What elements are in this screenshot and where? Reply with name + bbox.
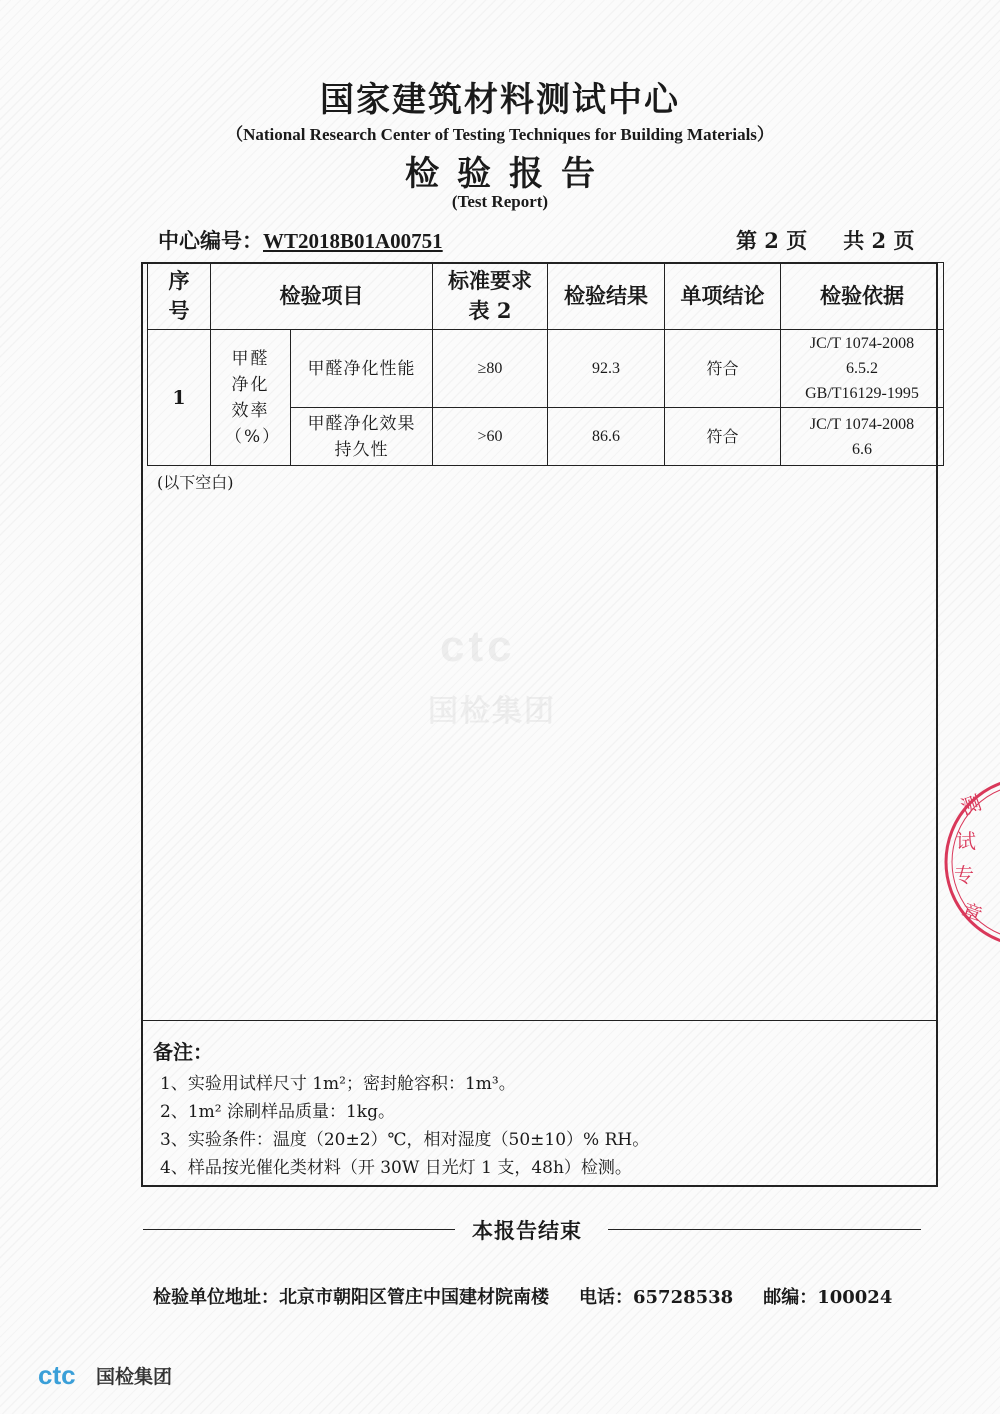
end-divider-left <box>143 1229 455 1230</box>
svg-text:专: 专 <box>954 863 974 887</box>
header-basis: 检验依据 <box>781 263 944 330</box>
row-seq: 1 <box>148 330 211 466</box>
header-result: 检验结果 <box>548 263 665 330</box>
svg-text:章: 章 <box>958 898 986 928</box>
header-seq: 序号 <box>148 263 211 330</box>
row-standard: >60 <box>433 408 548 466</box>
end-of-report: 本报告结束 <box>472 1218 582 1243</box>
note-item: 2、1m² 涂刷样品质量：1kg。 <box>160 1102 395 1122</box>
footer-contact <box>153 1283 892 1309</box>
row-basis <box>781 408 944 466</box>
basis-line: 6.5.2 <box>846 360 878 377</box>
report-title-en: (Test Report) <box>451 192 549 211</box>
note-item: 3、实验条件：温度（20±2）℃，相对湿度（50±10）% RH。 <box>160 1130 650 1150</box>
note-item: 4、样品按光催化类材料（开 30W 日光灯 1 支，48h）检测。 <box>160 1158 632 1178</box>
table-header-row <box>148 263 944 330</box>
report-number-value: WT2018B01A00751 <box>263 229 443 253</box>
basis-line: 6.6 <box>852 440 872 458</box>
official-seal-icon <box>938 770 1000 950</box>
footer-postcode: 邮编：100024 <box>763 1287 893 1308</box>
brand-name: 国检集团 <box>96 1366 173 1388</box>
organization-name-en: （National Research Center of Testing Techniques for Building Materials） <box>226 125 774 144</box>
row-basis <box>781 330 944 408</box>
table-row <box>148 330 944 408</box>
brand-logo-text: ctc <box>38 1360 76 1390</box>
ctc-logo-icon <box>38 1360 94 1390</box>
row-category: 甲醛净化效率（%） <box>211 330 291 466</box>
notes-title: 备注： <box>153 1040 213 1064</box>
report-title-cn: 检验报告 <box>405 154 613 194</box>
note-item: 1、实验用试样尺寸 1m²；密封舱容积：1m³。 <box>160 1074 516 1094</box>
blank-below-note: (以下空白) <box>157 473 234 492</box>
svg-text:试: 试 <box>956 829 976 853</box>
row-item: 甲醛净化性能 <box>291 330 433 408</box>
row-item: 甲醛净化效果持久性 <box>291 408 433 466</box>
watermark-text: 国检集团 <box>428 694 556 729</box>
page-info <box>736 225 914 255</box>
footer-address: 检验单位地址：北京市朝阳区管庄中国建材院南楼 <box>153 1287 549 1308</box>
svg-text:测: 测 <box>957 790 985 820</box>
end-divider-right <box>608 1229 921 1230</box>
report-number <box>158 225 443 255</box>
page-total: 共 2 页 <box>843 228 915 253</box>
header-standard: 标准要求表 2 <box>433 263 548 330</box>
footer-phone: 电话：65728538 <box>579 1287 734 1308</box>
notes-list <box>160 1070 649 1182</box>
page-current: 第 2 页 <box>736 228 808 253</box>
row-result: 92.3 <box>548 330 665 408</box>
row-conclusion: 符合 <box>665 408 781 466</box>
watermark-logo: ctc <box>440 622 516 671</box>
test-results-table <box>147 262 944 466</box>
notes-divider <box>141 1020 938 1021</box>
row-standard: ≥80 <box>433 330 548 408</box>
basis-line: JC/T 1074-2008 <box>809 415 915 433</box>
basis-line: JC/T 1074-2008 <box>809 335 915 352</box>
header-item: 检验项目 <box>211 263 433 330</box>
basis-line: GB/T16129-1995 <box>805 385 919 402</box>
row-conclusion: 符合 <box>665 330 781 408</box>
organization-name-cn: 国家建筑材料测试中心 <box>320 80 680 120</box>
header-conclusion: 单项结论 <box>665 263 781 330</box>
row-result: 86.6 <box>548 408 665 466</box>
report-number-label: 中心编号： <box>158 228 263 253</box>
